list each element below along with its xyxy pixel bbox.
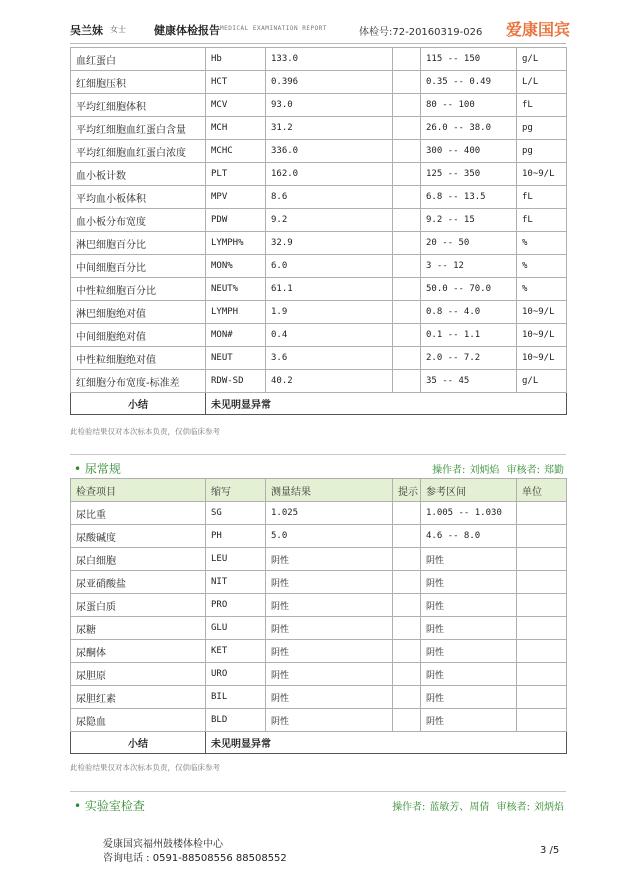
abbreviation: MCV: [206, 94, 266, 117]
table-row: [71, 71, 567, 94]
reviewer-name: 刘炳焰: [534, 802, 564, 813]
unit: 10~9/L: [517, 163, 567, 186]
urine-routine-table: [70, 478, 567, 754]
abbreviation: PRO: [206, 594, 266, 617]
table-row: [71, 502, 567, 525]
item-name: 尿比重: [71, 502, 206, 525]
brand-logo: 爱康国宾: [505, 20, 570, 39]
flag: [393, 301, 421, 324]
unit: g/L: [517, 48, 567, 71]
flag: [393, 571, 421, 594]
result-value: 1.9: [266, 301, 393, 324]
result-value: 1.025: [266, 502, 393, 525]
item-name: 尿糖: [71, 617, 206, 640]
reviewer-label: 审核者:: [506, 465, 540, 476]
table-row: [71, 278, 567, 301]
table-row: [71, 209, 567, 232]
column-header-reference-range: 参考区间: [421, 479, 517, 502]
table-row: [71, 663, 567, 686]
abbreviation: MON#: [206, 324, 266, 347]
flag: [393, 525, 421, 548]
abbreviation: BLD: [206, 709, 266, 732]
result-value: 133.0: [266, 48, 393, 71]
result-value: 阴性: [266, 617, 393, 640]
item-name: 尿酮体: [71, 640, 206, 663]
reference-range: 阴性: [421, 640, 517, 663]
summary-label: 小结: [71, 732, 206, 754]
table-row: [71, 186, 567, 209]
phone-label: 咨询电话 :: [103, 853, 150, 864]
flag: [393, 186, 421, 209]
unit: pg: [517, 117, 567, 140]
result-value: 31.2: [266, 117, 393, 140]
reference-range: 4.6 -- 8.0: [421, 525, 517, 548]
unit: [517, 571, 567, 594]
table-row: [71, 140, 567, 163]
flag: [393, 709, 421, 732]
page-number: 3 /5: [540, 845, 560, 856]
result-value: 93.0: [266, 94, 393, 117]
reference-range: 阴性: [421, 617, 517, 640]
table-row: [71, 94, 567, 117]
item-name: 平均血小板体积: [71, 186, 206, 209]
reference-range: 20 -- 50: [421, 232, 517, 255]
section-operators: [388, 798, 564, 813]
patient-gender: 女士: [110, 25, 126, 34]
summary-row: [71, 393, 567, 415]
result-value: 32.9: [266, 232, 393, 255]
blood-routine-rows: [71, 48, 567, 393]
flag: [393, 370, 421, 393]
urine-routine-rows: [71, 502, 567, 732]
exam-number: [359, 23, 482, 38]
section-operators: [428, 461, 564, 476]
disclaimer-note: 此检验结果仅对本次标本负责，仅供临床参考: [70, 427, 220, 436]
flag: [393, 686, 421, 709]
center-name: 爱康国宾福州鼓楼体检中心: [103, 839, 223, 850]
reference-range: 6.8 -- 13.5: [421, 186, 517, 209]
exam-number-value: 72-20160319-026: [392, 27, 483, 38]
flag: [393, 278, 421, 301]
reference-range: 115 -- 150: [421, 48, 517, 71]
item-name: 尿蛋白质: [71, 594, 206, 617]
abbreviation: PDW: [206, 209, 266, 232]
table-row: [71, 117, 567, 140]
result-value: 8.6: [266, 186, 393, 209]
operator-name: 刘炳焰: [469, 465, 500, 476]
item-name: 血小板分布宽度: [71, 209, 206, 232]
result-value: 阴性: [266, 594, 393, 617]
reference-range: 0.1 -- 1.1: [421, 324, 517, 347]
abbreviation: MCHC: [206, 140, 266, 163]
table-row: [71, 163, 567, 186]
unit: 10~9/L: [517, 324, 567, 347]
unit: g/L: [517, 370, 567, 393]
result-value: 5.0: [266, 525, 393, 548]
summary-label: 小结: [71, 393, 206, 415]
operator-label: 操作者:: [432, 465, 466, 476]
page-footer: [103, 838, 287, 866]
reference-range: 阴性: [421, 686, 517, 709]
column-header-unit: 单位: [517, 479, 567, 502]
flag: [393, 324, 421, 347]
reviewer-name: 郑勤: [544, 465, 564, 476]
result-value: 0.396: [266, 71, 393, 94]
column-header-flag: 提示: [393, 479, 421, 502]
exam-number-label: 体检号:: [359, 27, 393, 38]
reference-range: 80 -- 100: [421, 94, 517, 117]
table-row: [71, 232, 567, 255]
table-row: [71, 686, 567, 709]
item-name: 淋巴细胞绝对值: [71, 301, 206, 324]
reference-range: 阴性: [421, 663, 517, 686]
item-name: 尿胆红素: [71, 686, 206, 709]
reference-range: 26.0 -- 38.0: [421, 117, 517, 140]
unit: 10~9/L: [517, 301, 567, 324]
abbreviation: MCH: [206, 117, 266, 140]
section-header-urine: [70, 454, 566, 478]
flag: [393, 140, 421, 163]
table-header-row: [71, 479, 567, 502]
report-title: 健康体检报告: [154, 24, 220, 37]
item-name: 中性粒细胞绝对值: [71, 347, 206, 370]
flag: [393, 502, 421, 525]
table-row: [71, 640, 567, 663]
item-name: 平均红细胞血红蛋白浓度: [71, 140, 206, 163]
unit: [517, 686, 567, 709]
result-value: 6.0: [266, 255, 393, 278]
flag: [393, 548, 421, 571]
unit: fL: [517, 94, 567, 117]
result-value: 162.0: [266, 163, 393, 186]
patient-name: 吴兰妹: [70, 24, 103, 37]
reference-range: 0.35 -- 0.49: [421, 71, 517, 94]
table-row: [71, 594, 567, 617]
result-value: 9.2: [266, 209, 393, 232]
abbreviation: PLT: [206, 163, 266, 186]
item-name: 中间细胞百分比: [71, 255, 206, 278]
page-header: [70, 18, 570, 40]
header-divider: [70, 43, 566, 44]
table-row: [71, 709, 567, 732]
unit: L/L: [517, 71, 567, 94]
abbreviation: KET: [206, 640, 266, 663]
abbreviation: LYMPH: [206, 301, 266, 324]
unit: [517, 663, 567, 686]
flag: [393, 347, 421, 370]
abbreviation: Hb: [206, 48, 266, 71]
reference-range: 阴性: [421, 709, 517, 732]
flag: [393, 117, 421, 140]
abbreviation: NEUT: [206, 347, 266, 370]
table-row: [71, 617, 567, 640]
column-header-result-value: 测量结果: [266, 479, 393, 502]
result-value: 336.0: [266, 140, 393, 163]
flag: [393, 71, 421, 94]
reference-range: 阴性: [421, 571, 517, 594]
abbreviation: RDW-SD: [206, 370, 266, 393]
item-name: 尿隐血: [71, 709, 206, 732]
unit: fL: [517, 209, 567, 232]
blood-routine-table: [70, 47, 567, 415]
phone-number: 0591-88508556 88508552: [152, 853, 287, 864]
result-value: 阴性: [266, 571, 393, 594]
table-row: [71, 548, 567, 571]
unit: %: [517, 232, 567, 255]
reference-range: 50.0 -- 70.0: [421, 278, 517, 301]
item-name: 平均红细胞体积: [71, 94, 206, 117]
abbreviation: LEU: [206, 548, 266, 571]
flag: [393, 640, 421, 663]
table-row: [71, 48, 567, 71]
section-title: • 实验室检查: [74, 799, 145, 813]
item-name: 血小板计数: [71, 163, 206, 186]
result-value: 40.2: [266, 370, 393, 393]
reference-range: 9.2 -- 15: [421, 209, 517, 232]
operator-label: 操作者:: [392, 802, 426, 813]
abbreviation: SG: [206, 502, 266, 525]
unit: 10~9/L: [517, 347, 567, 370]
flag: [393, 617, 421, 640]
table-row: [71, 301, 567, 324]
unit: [517, 709, 567, 732]
section-title: • 尿常规: [74, 462, 121, 476]
abbreviation: HCT: [206, 71, 266, 94]
item-name: 淋巴细胞百分比: [71, 232, 206, 255]
reference-range: 0.8 -- 4.0: [421, 301, 517, 324]
item-name: 尿酸碱度: [71, 525, 206, 548]
result-value: 阴性: [266, 686, 393, 709]
flag: [393, 48, 421, 71]
item-name: 红细胞压积: [71, 71, 206, 94]
flag: [393, 94, 421, 117]
result-value: 阴性: [266, 548, 393, 571]
unit: %: [517, 255, 567, 278]
flag: [393, 255, 421, 278]
unit: [517, 640, 567, 663]
abbreviation: GLU: [206, 617, 266, 640]
flag: [393, 209, 421, 232]
reference-range: 35 -- 45: [421, 370, 517, 393]
column-header-abbreviation: 缩写: [206, 479, 266, 502]
result-value: 3.6: [266, 347, 393, 370]
unit: fL: [517, 186, 567, 209]
reference-range: 2.0 -- 7.2: [421, 347, 517, 370]
abbreviation: PH: [206, 525, 266, 548]
flag: [393, 163, 421, 186]
item-name: 中性粒细胞百分比: [71, 278, 206, 301]
item-name: 血红蛋白: [71, 48, 206, 71]
flag: [393, 232, 421, 255]
flag: [393, 594, 421, 617]
result-value: 阴性: [266, 640, 393, 663]
abbreviation: NEUT%: [206, 278, 266, 301]
reference-range: 阴性: [421, 594, 517, 617]
unit: %: [517, 278, 567, 301]
result-value: 阴性: [266, 663, 393, 686]
section-header-lab: [70, 791, 566, 815]
flag: [393, 663, 421, 686]
item-name: 红细胞分布宽度-标准差: [71, 370, 206, 393]
reference-range: 300 -- 400: [421, 140, 517, 163]
item-name: 尿胆原: [71, 663, 206, 686]
column-header-item-name: 检查项目: [71, 479, 206, 502]
unit: [517, 525, 567, 548]
summary-value: 未见明显异常: [206, 393, 567, 415]
abbreviation: URO: [206, 663, 266, 686]
table-row: [71, 525, 567, 548]
table-row: [71, 255, 567, 278]
abbreviation: LYMPH%: [206, 232, 266, 255]
table-row: [71, 324, 567, 347]
summary-value: 未见明显异常: [206, 732, 567, 754]
unit: pg: [517, 140, 567, 163]
reference-range: 3 -- 12: [421, 255, 517, 278]
abbreviation: BIL: [206, 686, 266, 709]
reference-range: 1.005 -- 1.030: [421, 502, 517, 525]
item-name: 平均红细胞血红蛋白含量: [71, 117, 206, 140]
summary-row: [71, 732, 567, 754]
report-subtitle: MEDICAL EXAMINATION REPORT: [220, 25, 327, 32]
reference-range: 125 -- 350: [421, 163, 517, 186]
result-value: 0.4: [266, 324, 393, 347]
unit: [517, 594, 567, 617]
reference-range: 阴性: [421, 548, 517, 571]
table-row: [71, 571, 567, 594]
unit: [517, 548, 567, 571]
table-row: [71, 370, 567, 393]
item-name: 中间细胞绝对值: [71, 324, 206, 347]
item-name: 尿亚硝酸盐: [71, 571, 206, 594]
operator-name: 蓝敏芳、周倩: [429, 802, 490, 813]
abbreviation: MPV: [206, 186, 266, 209]
disclaimer-note: 此检验结果仅对本次标本负责，仅供临床参考: [70, 763, 220, 772]
contact-phone: [103, 852, 287, 866]
result-value: 61.1: [266, 278, 393, 301]
unit: [517, 617, 567, 640]
unit: [517, 502, 567, 525]
item-name: 尿白细胞: [71, 548, 206, 571]
result-value: 阴性: [266, 709, 393, 732]
abbreviation: MON%: [206, 255, 266, 278]
reviewer-label: 审核者:: [496, 802, 530, 813]
abbreviation: NIT: [206, 571, 266, 594]
table-row: [71, 347, 567, 370]
